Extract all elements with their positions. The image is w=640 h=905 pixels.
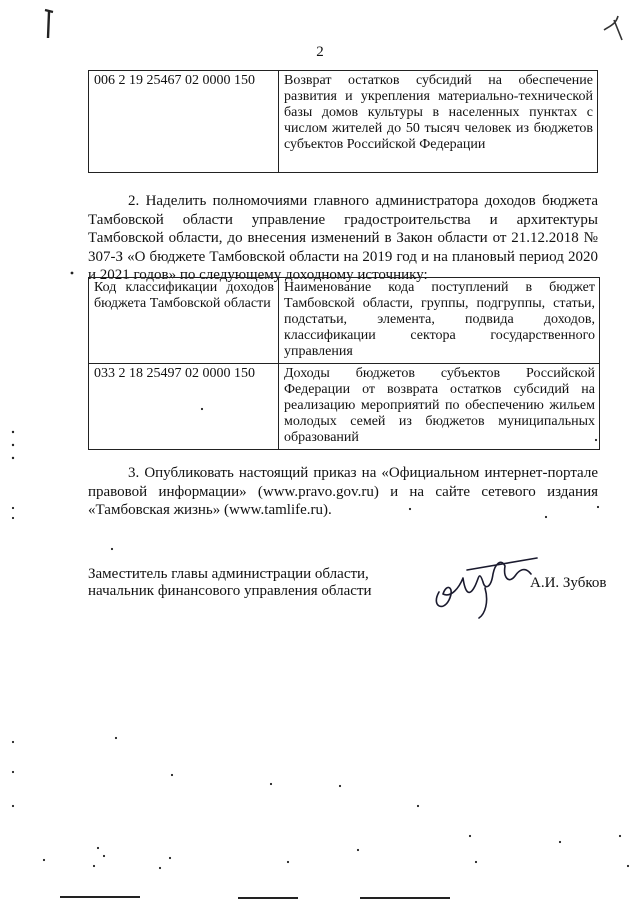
paragraph-3: 3. Опубликовать настоящий приказ на «Официальном интернет-портале правовой информации» (www.pravo.gov.ru) и на сайте сетевого издания «Тамбовская жизнь» (www.tamlife.ru). xyxy=(88,465,598,518)
signatory-name: А.И. Зубков xyxy=(530,575,607,591)
table-header-name: Наименование кода поступлений в бюджет Тамбовской области, группы, подгруппы, статьи, подстатьи, элемента, подвида доходов, классификации сектора государственного управления xyxy=(279,278,600,364)
signatory-title-line2: начальник финансового управления области xyxy=(88,583,372,599)
table-cell-code: 006 2 19 25467 02 0000 150 xyxy=(89,71,279,173)
table-cell-name: Возврат остатков субсидий на обеспечение развития и укрепления материально-технической базы домов культуры в населенных пунктах с числом жителей до 50 тысяч человек из бюджетов субъектов Российской Федерации xyxy=(279,71,598,173)
signatory-title-line1: Заместитель главы администрации области, xyxy=(88,566,369,582)
table-cell-code: 033 2 18 25497 02 0000 150 xyxy=(89,364,279,450)
page-number: 2 xyxy=(316,44,324,60)
paragraph-2: 2. Наделить полномочиями главного администратора доходов бюджета Тамбовской области управление градостроительства и архитектуры Тамбовской области, до внесения изменений в Закон области от 21.12.2018 № 307-З «О бюджете Тамбовской области на 2019 год и на плановый период 2020 и 2021 годов» по следующему доходному источнику: xyxy=(88,193,598,283)
table-cell-name: Доходы бюджетов субъектов Российской Федерации от возврата остатков субсидий на реализацию мероприятий по обеспечению жильем молодых семей из бюджетов муниципальных образований xyxy=(279,364,600,450)
table-header-code: Код классификации доходов бюджета Тамбовской области xyxy=(89,278,279,364)
